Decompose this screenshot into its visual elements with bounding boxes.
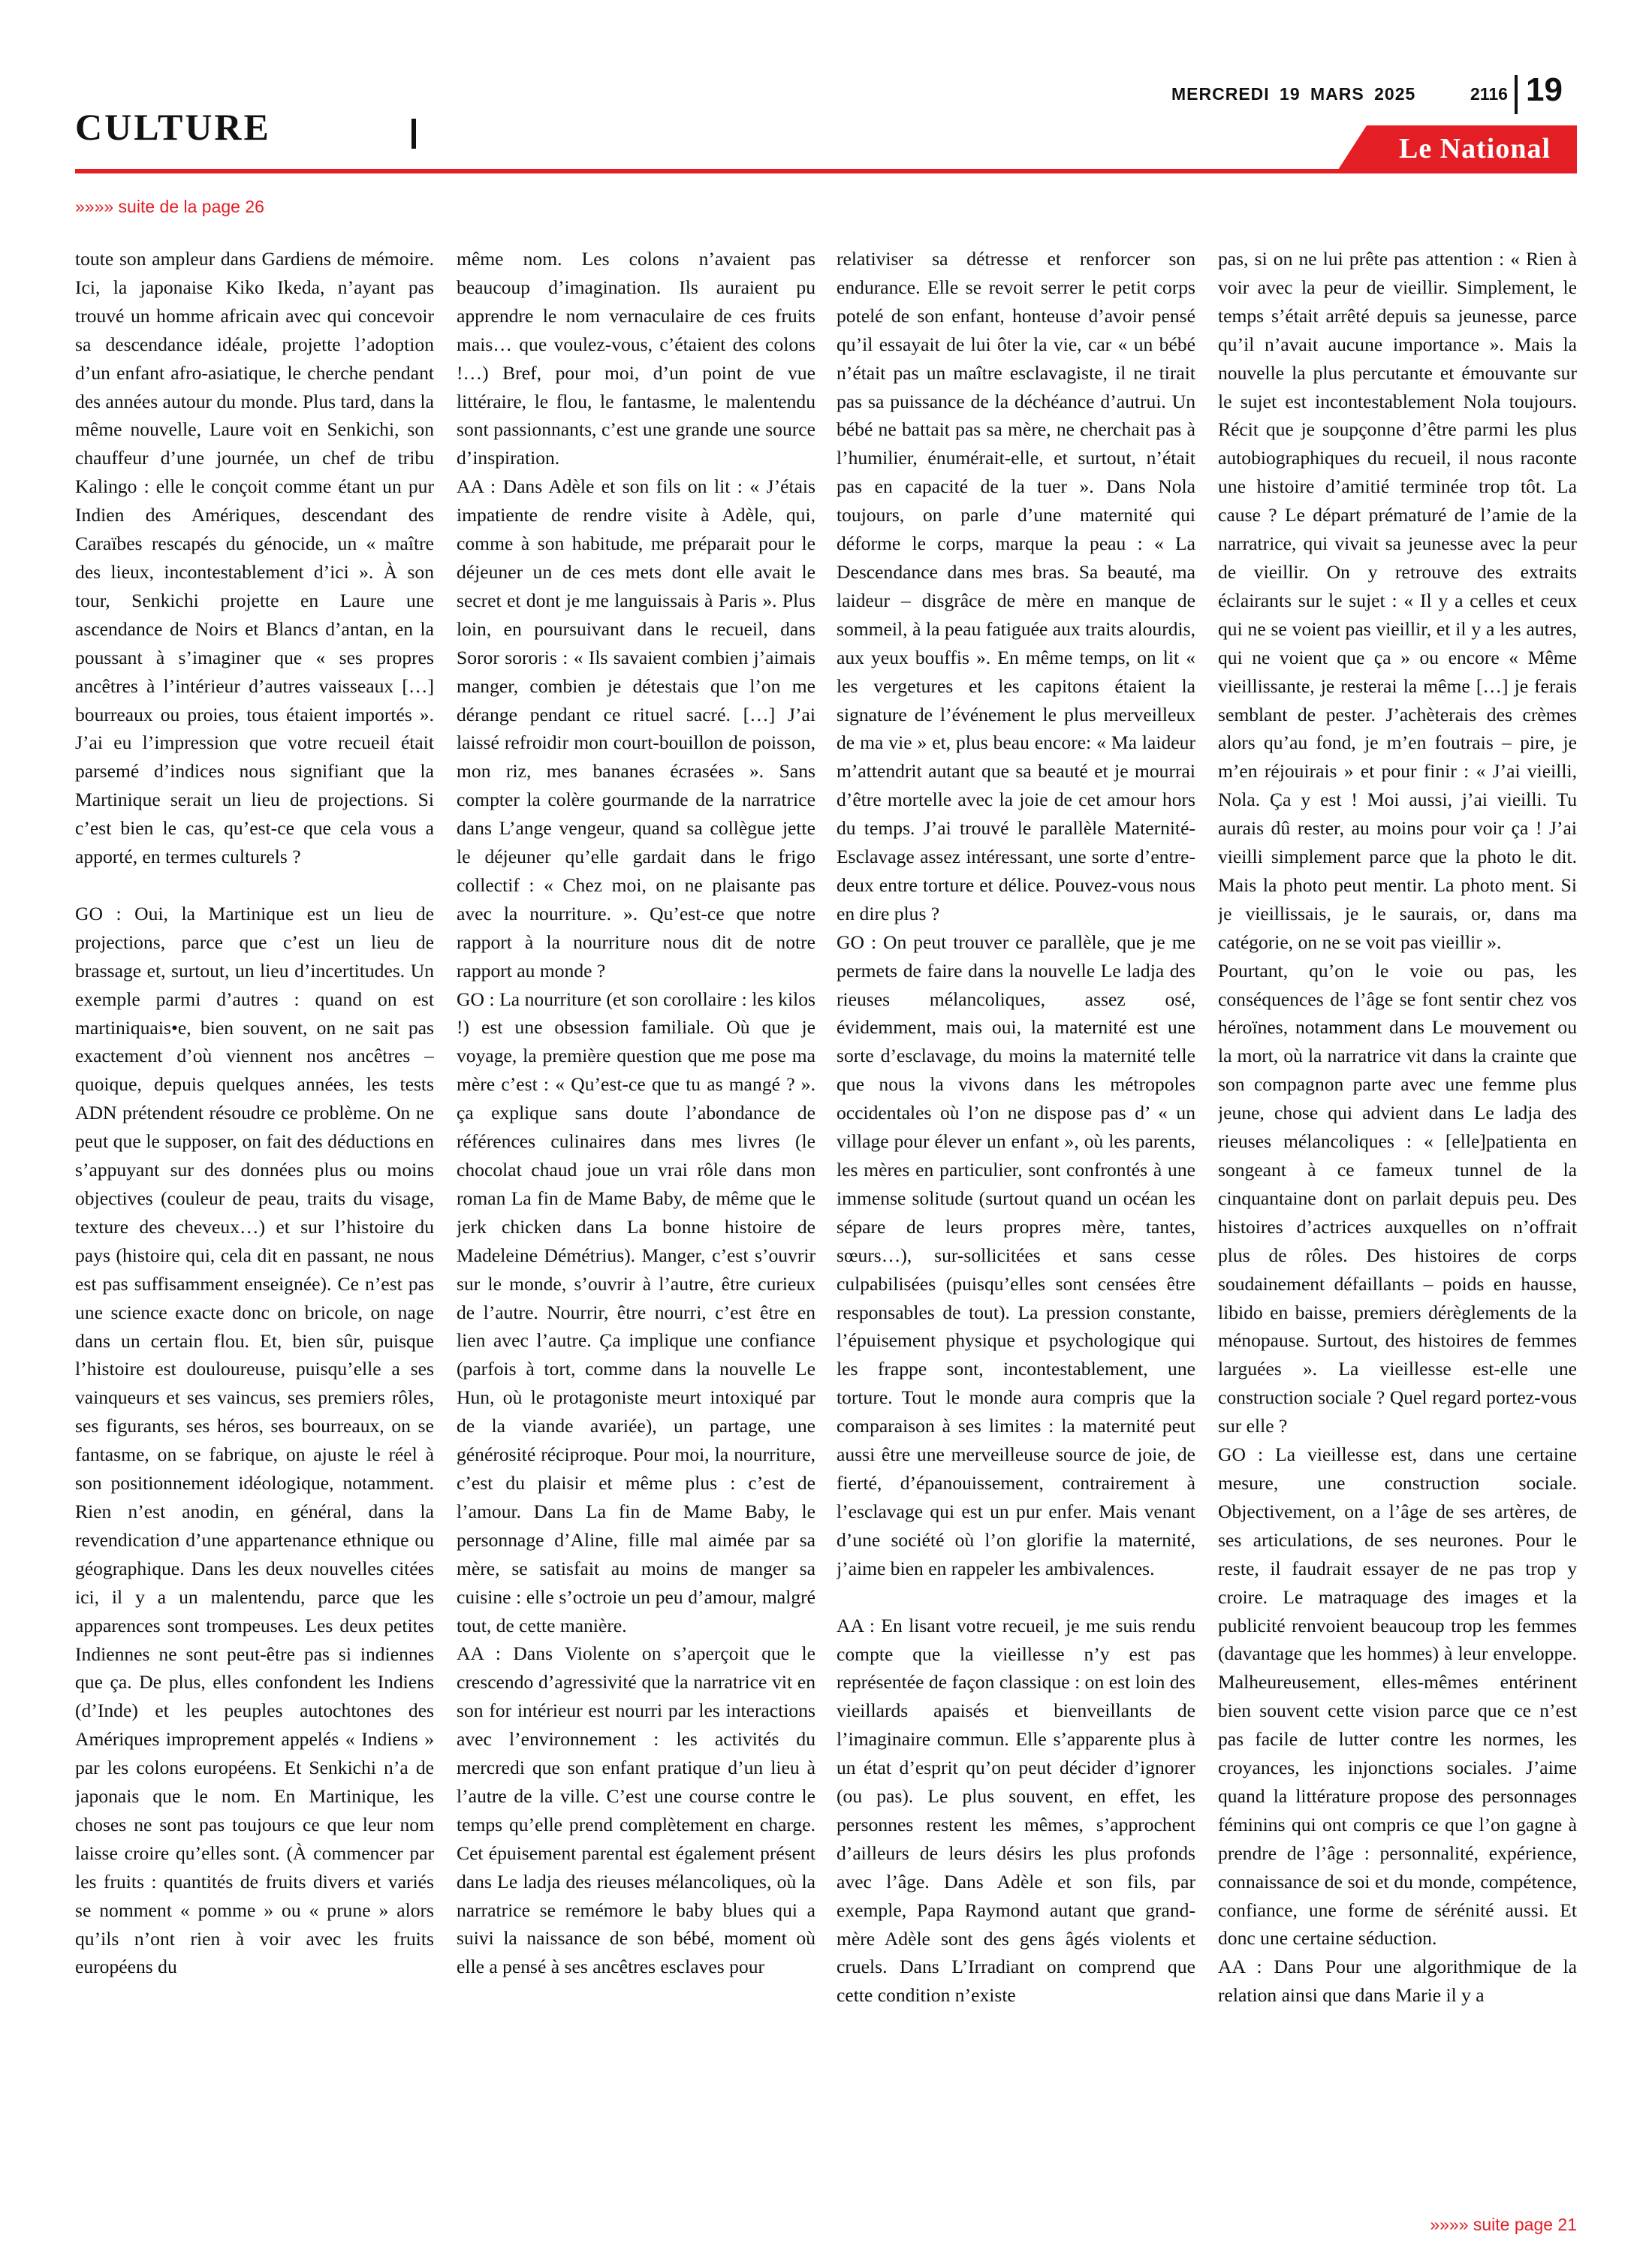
article-paragraph: AA : Dans Violente on s’aperçoit que le crescendo d’agressivité que la narratrice vit en son for intérieur est nourri par les interactions avec l’environnement : les activités du mercredi que son enfant pratique d’un lieu à l’autre de la ville. C’est une course contre le temps qu’elle prend complètement en charge. Cet épuisement parental est également présent dans Le ladja des rieuses mélancoliques, où la narratrice se remémore le baby blues qui a suivi la naissance de son bébé, moment où elle a pensé à ses ancêtres esclaves pour <box>457 1642 815 1978</box>
article-column-2 <box>457 245 815 2205</box>
section-title: CULTURE <box>75 106 271 148</box>
article-paragraph: GO : Oui, la Martinique est un lieu de projections, parce que c’est un lieu de brassage et, surtout, un lieu d’incertitudes. Un exemple parmi d’autres : quand on est martiniquais•e, bien souvent, on ne sait pas exactement d’où viennent nos ancêtres – quoique, depuis quelques années, les tests ADN prétendent résoudre ce problème. On ne peut que le supposer, on fait des déductions en s’appuyant sur des données plus ou moins objectives (couleur de peau, traits du visage, texture des cheveux…) et sur l’histoire du pays (histoire qui, cela dit en passant, ne nous est pas suffisamment enseignée). Ce n’est pas une science exacte donc on bricole, on nage dans un certain flou. Et, bien sûr, puisque l’histoire est douloureuse, puisqu’elle a ses vainqueurs et ses vaincus, ses premiers rôles, ses figurants, ses héros, ses bourreaux, on se fantasme, on se fabrique, on ajuste le réel à son positionnement idéologique, notamment. Rien n’est anodin, en général, dans la revendication d’une appartenance ethnique ou géographique. Dans les deux nouvelles citées ici, il y a un malentendu, parce que les apparences sont trompeuses. Les deux petites Indiennes ne sont peut-être pas si indiennes que ça. De plus, elles confondent les Indiens (d’Inde) et les peuples autochtones des Amériques improprement appelés « Indiens » par les colons européens. Et Senkichi n’a de japonais que le nom. En Martinique, les choses ne sont pas toujours ce que leur nom laisse croire qu’elles sont. (À commencer par les fruits : quantités de fruits divers et variés se nomment « pomme » ou « prune » alors qu’ils n’ont rien à voir avec les fruits européens du <box>75 902 434 1978</box>
header-rule <box>75 169 1577 173</box>
article-body <box>75 245 1577 2205</box>
article-paragraph: AA : Dans Adèle et son fils on lit : « J’étais impatiente de rendre visite à Adèle, qui, comme à son habitude, me préparait pour le déjeuner un de ces mets dont elle avait le secret et dont je me languissais à Paris ». Plus loin, en poursuivant dans le recueil, dans Soror sororis : « Ils savaient combien j’aimais manger, combien je détestais que l’on me dérange pendant ce rituel sacré. […] J’ai laissé refroidir mon court-bouillon de poisson, mon riz, mes bananes écrasées ». Sans compter la colère gourmande de la narratrice dans L’ange vengeur, quand sa collègue jette le déjeuner qu’elle gardait dans le frigo collectif : « Chez moi, on ne plaisante pas avec la nourriture. ». Qu’est-ce que notre rapport à la nourriture nous dit de notre rapport au monde ? <box>457 475 815 982</box>
brand-name: Le National <box>1398 133 1551 164</box>
article-paragraph: même nom. Les colons n’avaient pas beaucoup d’imagination. Ils auraient pu apprendre le nom vernaculaire de ces fruits mais… que voulez-vous, c’étaient des colons !…) Bref, pour moi, d’un point de vue littéraire, le flou, le fantasme, le malentendu sont passionnants, c’est une grande une source d’inspiration. <box>457 248 815 469</box>
article-paragraph: AA : En lisant votre recueil, je me suis rendu compte que la vieillesse n’y est pas représentée de façon classique : on est loin des vieillards apaisés et bienveillants de l’imaginaire commun. Elle s’apparente plus à un état d’esprit qu’on peut décider d’ignorer (ou pas). Le plus souvent, en effet, les personnes restent les mêmes, s’approchent d’ailleurs de leurs désirs les plus profonds avec l’âge. Dans Adèle et son fils, par exemple, Papa Raymond autant que grand-mère Adèle sont des gens âgés violents et cruels. Dans L’Irradiant on comprend que cette condition n’existe <box>837 1614 1195 2007</box>
page-number: 19 <box>1526 71 1563 108</box>
issue-number: 2116 <box>1470 84 1508 104</box>
article-paragraph: GO : La nourriture (et son corollaire : les kilos !) est une obsession familiale. Où que je voyage, la première question que me pose ma mère c’est : « Qu’est-ce que tu as mangé ? ». ça explique sans doute l’abondance de références culinaires dans mes livres (le chocolat chaud joue un vrai rôle dans mon roman La fin de Mame Baby, de même que le jerk chicken dans La bonne histoire de Madeleine Démétrius). Manger, c’est s’ouvrir sur le monde, s’ouvrir à l’autre, être curieux de l’autre. Nourrir, être nourri, c’est être en lien avec l’autre. Ça implique une confiance (parfois à tort, comme dans la nouvelle Le Hun, où le protagoniste meurt intoxiqué par de la viande avariée), un partage, une générosité réciproque. Pour moi, la nourriture, c’est du plaisir et même plus : c’est de l’amour. Dans La fin de Mame Baby, le personnage d’Aline, fille mal aimée par sa mère, se satisfait au moins de manger sa cuisine : elle s’octroie un peu d’amour, malgré tout, de cette manière. <box>457 988 815 1636</box>
article-paragraph: toute son ampleur dans Gardiens de mémoire. Ici, la japonaise Kiko Ikeda, n’ayant pas trouvé un homme africain avec qui concevoir sa descendance idéale, projette l’adoption d’un enfant afro-asiatique, le cherche pendant des années autour du monde. Plus tard, dans la même nouvelle, Laure voit en Senkichi, son chauffeur d’une journée, un chef de tribu Kalingo : elle le conçoit comme étant un pur Indien des Amériques, descendant des Caraïbes rescapés du génocide, un « maître des lieux, incontestablement d’ici ». À son tour, Senkichi projette en Laure une ascendance de Noirs et Blancs d’antan, en la poussant à s’imaginer que « ses propres ancêtres à l’intérieur d’autres vaisseaux […] bourreaux ou proies, tous étaient importés ». J’ai eu l’impression que votre recueil était parsemé d’indices nous signifiant que la Martinique serait un lieu de projections. Si c’est bien le cas, qu’est-ce que cela vous a apporté, en termes culturels ? <box>75 248 434 868</box>
article-paragraph: GO : La vieillesse est, dans une certaine mesure, une construction sociale. Objectivement, on a l’âge de ses artères, de ses articulations, de ses neurones. Pour le reste, il faudrait essayer de ne pas trop y croire. Le matraquage des images et la publicité renvoient beaucoup trop les femmes (davantage que les hommes) à leur enveloppe. Malheureusement, elles-mêmes entérinent bien souvent cette vision parce que ce n’est pas facile de lutter contre les normes, les croyances, les injonctions sociales. J’aime quand la littérature propose des personnages féminins qui ont compris ce que l’on gagne à prendre de l’âge : personnalité, expérience, connaissance de soi et du monde, compétence, confiance, une forme de sérénité aussi. Et donc une certaine séduction. <box>1218 1443 1577 1950</box>
article-paragraph: pas, si on ne lui prête pas attention : « Rien à voir avec la peur de vieillir. Simplement, le temps s’était arrêté depuis sa jeunesse, parce qu’il n’avait aucune importance ». Mais la nouvelle la plus percutante et émouvante sur le sujet est incontestablement Nola toujours. Récit que je soupçonne d’être parmi les plus autobiographiques du recueil, il nous raconte une histoire d’amitié terminée trop tôt. La cause ? Le départ prématuré de l’amie de la narratrice, qui vivait sa jeunesse avec la peur de vieillir. On y retrouve des extraits éclairants sur le sujet : « Il y a celles et ceux qui ne se voient pas vieillir, et il y a les autres, qui ne voient que ça » ou encore « Même vieillissante, je resterai la même […] je ferais semblant de pester. J’achèterais des crèmes alors qu’au fond, je m’en foutrais – pire, je m’en réjouirais » et pour finir : « J’ai vieilli, Nola. Ça y est ! Moi aussi, j’ai vieilli. Tu aurais dû rester, au moins pour voir ça ! J’ai vieilli simplement parce que la photo le dit. Mais la photo peut mentir. La photo ment. Si je vieillissais, je le saurais, or, dans ma catégorie, on ne se voit pas vieillir ». <box>1218 248 1577 953</box>
article-paragraph: GO : On peut trouver ce parallèle, que je me permets de faire dans la nouvelle Le ladja des rieuses mélancoliques, assez osé, évidemment, mais oui, la maternité est une sorte d’esclavage, du moins la maternité telle que nous la vivons dans les métropoles occidentales où l’on ne dispose pas d’ « un village pour élever un enfant », où les parents, les mères en particulier, sont confrontés à une immense solitude (surtout quand un océan les sépare de leurs propres mère, tantes, sœurs…), sur-sollicitées et sans cesse culpabilisées (puisqu’elles sont censées être responsables de tout). La pression constante, l’épuisement physique et psychologique qui les frappe sont, incontestablement, une torture. Tout le monde aura compris que la comparaison à ses limites : la maternité peut aussi être une merveilleuse source de joie, de fierté, d’épanouissement, contrairement à l’esclavage qui est un pur enfer. Mais venant d’une société où l’on glorifie la maternité, j’aime bien en rappeler les ambivalences. <box>837 930 1195 1579</box>
article-paragraph: AA : Dans Pour une algorithmique de la relation ainsi que dans Marie il y a <box>1218 1956 1577 2007</box>
issue-date: MERCREDI 19 MARS 2025 <box>1171 84 1416 104</box>
continued-from-note: »»»» suite de la page 26 <box>75 197 264 216</box>
article-column-4 <box>1218 245 1577 2205</box>
article-column-1 <box>75 245 434 2205</box>
article-paragraph: relativiser sa détresse et renforcer son endurance. Elle se revoit serrer le petit corps potelé de son enfant, honteuse d’avoir pensé qu’il essayait de lui ôter la vie, car « un bébé n’était pas un maître esclavagiste, il ne tirait pas sa puissance de la déchéance d’autrui. Un bébé ne battait pas sa mère, ne cherchait pas à l’humilier, énumérait-elle, et surtout, n’était pas en capacité de la tuer ». Dans Nola toujours, on parle d’une maternité qui déforme le corps, marque la peau : « La Descendance dans mes bras. Sa beauté, ma laideur – disgrâce de mère en manque de sommeil, à la peau fatiguée aux traits alourdis, aux yeux bouffis ». En même temps, on lit « les vergetures et les capitons étaient la signature de l’événement le plus merveilleux de ma vie » et, plus beau encore: « Ma laideur m’attendrit autant que sa beauté et je mourrai d’être mortelle avec la joie de cet amour hors du temps. J’ai trouvé le parallèle Maternité-Esclavage assez intéressant, une sorte d’entre-deux entre torture et délice. Pouvez-vous nous en dire plus ? <box>837 248 1195 924</box>
continued-to-note: »»»» suite page 21 <box>1430 2215 1577 2234</box>
header-divider <box>1515 75 1518 114</box>
article-column-3 <box>837 245 1195 2205</box>
article-paragraph: Pourtant, qu’on le voie ou pas, les conséquences de l’âge se font sentir chez vos héroïnes, notamment dans Le mouvement ou la mort, où la narratrice vit dans la crainte que son compagnon parte avec une femme plus jeune, chose qui advient dans Le ladja des rieuses mélancoliques : « [elle]patienta en songeant à ce fameux tunnel de la cinquantaine dont on parlait depuis peu. Des histoires d’actrices auxquelles on n’offrait plus de rôles. Des histoires de corps soudainement défaillants – poids en hausse, libido en baisse, premiers dérèglements de la ménopause. Surtout, des histoires de femmes larguées ». La vieillesse est-elle une construction sociale ? Quel regard portez-vous sur elle ? <box>1218 959 1577 1437</box>
title-divider <box>411 119 416 149</box>
